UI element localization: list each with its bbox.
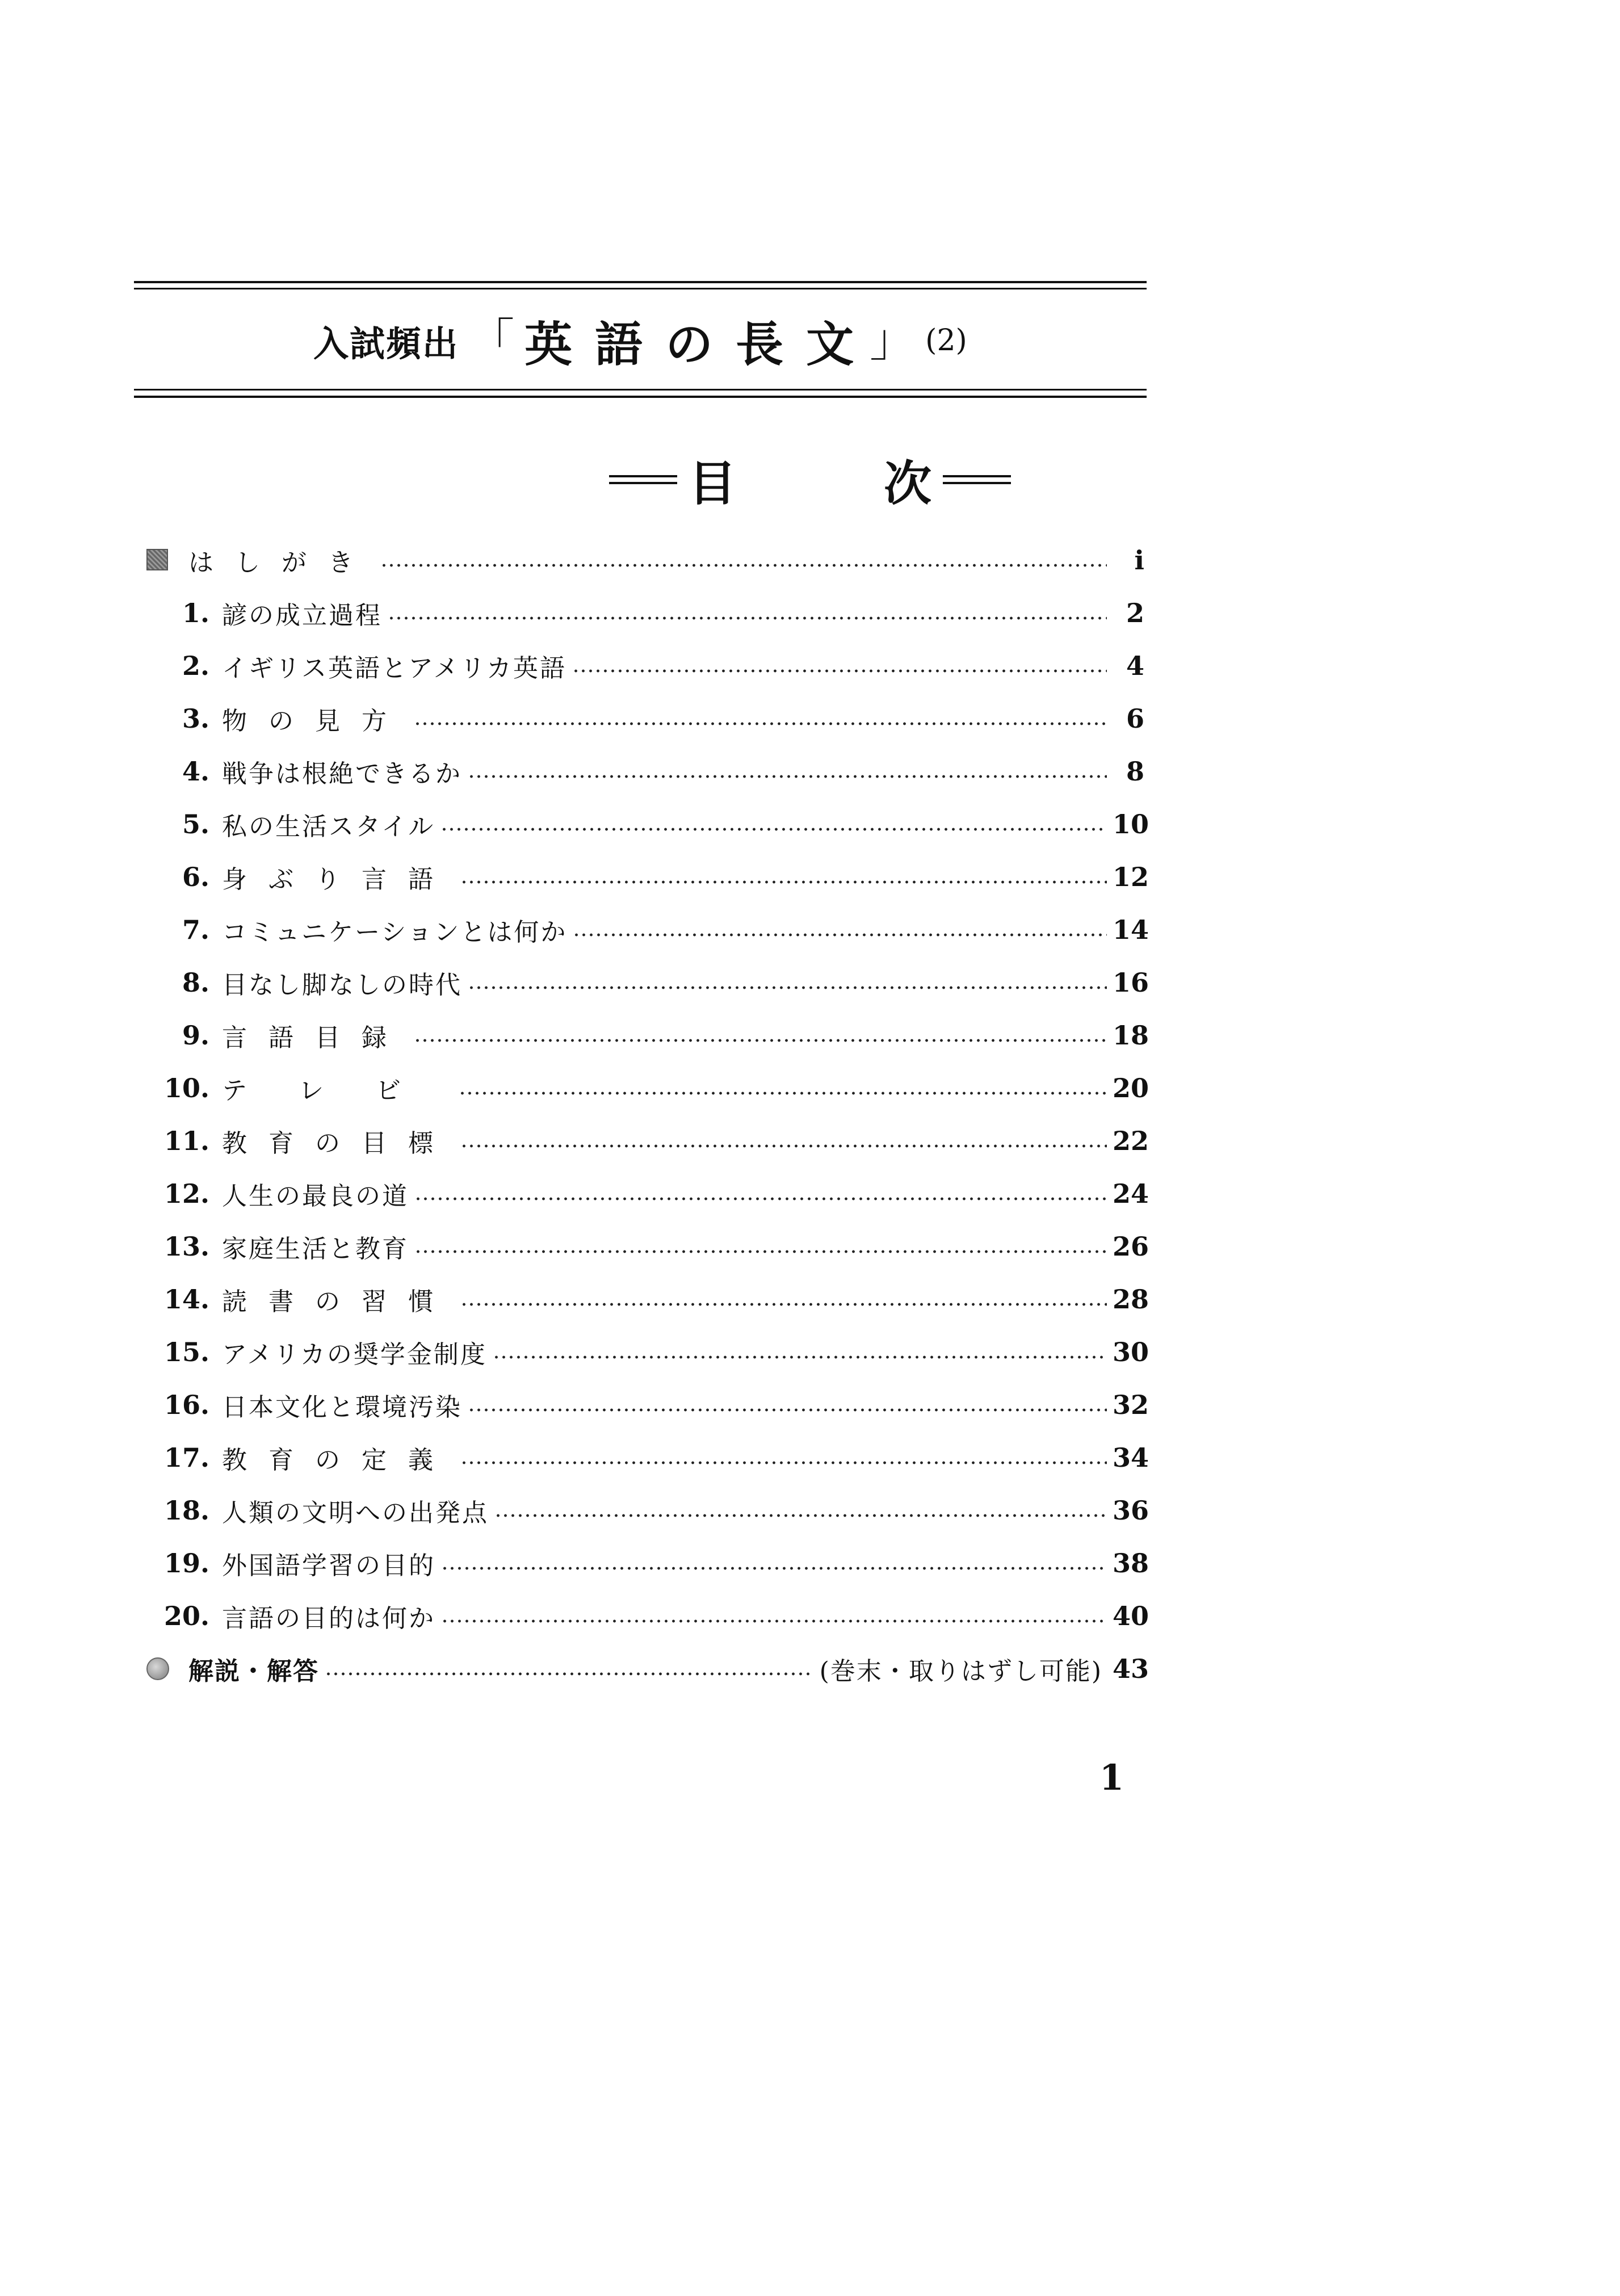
toc-item-page: 16 [1113,967,1149,998]
toc-item[interactable] [134,1325,1149,1378]
toc-item-number: 2. [182,650,209,681]
toc-item-number: 3. [182,703,209,734]
toc-item[interactable] [134,1537,1149,1589]
leader-dots [460,1144,1107,1148]
toc-item-title: 戦争は根絶できるか [222,759,462,788]
toc-item-page: 40 [1113,1600,1149,1631]
title-close-bracket: 」 [870,314,916,367]
toc-item[interactable] [134,1378,1149,1431]
title-prefix: 入試頻出 [313,322,459,364]
toc-item[interactable] [134,586,1144,639]
leader-dots [414,1250,1107,1253]
toc-item[interactable] [134,745,1144,797]
table-of-contents [134,534,1149,1695]
toc-item-title: 諺の成立過程 [222,601,382,630]
toc-item-number: 5. [182,808,209,840]
toc-item-number: 15. [163,1336,209,1367]
toc-item-title: 家庭生活と教育 [222,1234,409,1264]
toc-item-number: 1. [182,597,209,628]
title-main: 英語の長文 [524,316,877,372]
toc-item-title: 教育の定義 [222,1445,455,1475]
gray-circle-icon [146,1657,178,1680]
toc-item-number: 4. [182,755,209,787]
toc-item-page: 10 [1113,808,1149,840]
toc-item-page: 8 [1126,755,1144,787]
toc-item-page: 4 [1126,650,1144,681]
toc-item-page: 28 [1113,1283,1149,1315]
toc-item-page: 26 [1113,1231,1149,1262]
toc-item[interactable] [134,1114,1149,1167]
toc-item-number: 13. [163,1231,209,1262]
title-top-rule [134,281,1147,283]
toc-item[interactable] [134,1167,1149,1220]
leader-dots [414,1039,1107,1042]
leader-dots [468,986,1107,989]
toc-item-page: 14 [1113,914,1149,945]
toc-item-page: 20 [1113,1072,1149,1103]
toc-item-note: (巻末・取りはずし可能) [819,1656,1102,1686]
toc-item-page: 38 [1113,1547,1149,1579]
leader-dots [460,880,1107,884]
leader-dots [460,1461,1107,1464]
toc-item-title: コミュニケーションとは何か [222,917,568,947]
toc-item-answers[interactable] [134,1642,1149,1695]
leader-dots [573,933,1107,937]
title-block [134,281,1147,402]
toc-item-number: 10. [163,1072,209,1103]
toc-item-title: イギリス英語とアメリカ英語 [222,653,567,683]
leader-dots [388,616,1107,620]
toc-item[interactable] [134,1220,1149,1273]
toc-heading-right-rule [943,475,1011,484]
toc-item[interactable] [134,797,1149,850]
toc-item[interactable] [134,1484,1149,1537]
title-bottom-rule [134,389,1147,391]
title-top-rule-2 [134,288,1147,289]
toc-item-page: 12 [1113,861,1149,892]
toc-heading-left-rule [609,475,677,484]
toc-item-page: 34 [1113,1442,1149,1473]
toc-item[interactable] [134,956,1149,1009]
leader-dots [572,669,1107,673]
toc-item-title: 目なし脚なしの時代 [222,970,462,1000]
toc-item[interactable] [134,1589,1149,1642]
toc-item[interactable] [134,1273,1149,1325]
toc-item-page: 22 [1113,1125,1149,1156]
toc-item-title: 教育の目標 [222,1128,455,1158]
toc-item-number: 8. [182,967,209,998]
toc-item-number: 11. [163,1125,209,1156]
gray-square-icon [146,549,178,572]
toc-item-title: はしがき [188,548,375,577]
toc-item-title: 外国語学習の目的 [222,1551,435,1580]
toc-item-number: 19. [163,1547,209,1579]
toc-item-title: 日本文化と環境汚染 [222,1392,462,1422]
leader-dots [325,1672,814,1676]
toc-item-page: 43 [1113,1653,1149,1684]
leader-dots [441,1567,1107,1570]
leader-dots [440,828,1107,831]
leader-dots [459,1092,1107,1095]
toc-item-number: 20. [163,1600,209,1631]
leader-dots [414,1197,1107,1201]
toc-item-number: 17. [163,1442,209,1473]
toc-item[interactable] [134,903,1149,956]
leader-dots [441,1619,1107,1623]
toc-item-title: 解説・解答 [188,1656,319,1686]
book-title [134,309,1147,372]
toc-heading-text: 目次 [688,455,1079,511]
toc-item-number: 7. [182,914,209,945]
leader-dots [493,1355,1107,1359]
toc-item[interactable] [134,1061,1149,1114]
page-number: 1 [1099,1757,1124,1798]
toc-item-page: 32 [1113,1389,1149,1420]
toc-item-number: 6. [182,861,209,892]
toc-item-number: 12. [163,1178,209,1209]
toc-item-page: 6 [1126,703,1144,734]
leader-dots [494,1514,1107,1517]
toc-item-title: テレビ [222,1076,454,1105]
toc-item-page: i [1134,544,1144,576]
leader-dots [468,1408,1107,1412]
leader-dots [414,722,1107,725]
toc-item-page: 24 [1113,1178,1149,1209]
toc-item-page: 30 [1113,1336,1149,1367]
toc-item-number: 14. [163,1283,209,1315]
toc-item-title: アメリカの奨学金制度 [222,1340,487,1369]
toc-item-title: 私の生活スタイル [222,812,435,841]
toc-item-title: 言語目録 [222,1023,408,1052]
toc-item-title: 物の見方 [222,706,408,736]
toc-item[interactable] [134,1009,1149,1061]
title-bottom-rule-2 [134,396,1147,398]
toc-item-number: 9. [182,1019,209,1051]
toc-item[interactable] [134,850,1149,903]
toc-item-title: 読書の習慣 [222,1287,455,1316]
toc-item-page: 2 [1126,597,1144,628]
toc-item-number: 18. [163,1495,209,1526]
title-open-bracket: 「 [469,314,515,367]
toc-heading [0,448,1620,511]
toc-item[interactable] [134,692,1144,745]
toc-item-title: 人類の文明への出発点 [222,1498,489,1527]
leader-dots [460,1303,1107,1306]
toc-item-title: 身ぶり言語 [222,864,455,894]
toc-item-preface[interactable] [134,534,1144,586]
toc-item[interactable] [134,1431,1149,1484]
toc-item[interactable] [134,639,1144,692]
toc-item-title: 言語の目的は何か [222,1604,435,1633]
leader-dots [380,564,1107,567]
leader-dots [468,775,1107,778]
toc-item-page: 36 [1113,1495,1149,1526]
toc-item-title: 人生の最良の道 [222,1181,409,1211]
toc-item-page: 18 [1113,1019,1149,1051]
toc-item-number: 16. [163,1389,209,1420]
title-volume: (2) [925,324,967,358]
